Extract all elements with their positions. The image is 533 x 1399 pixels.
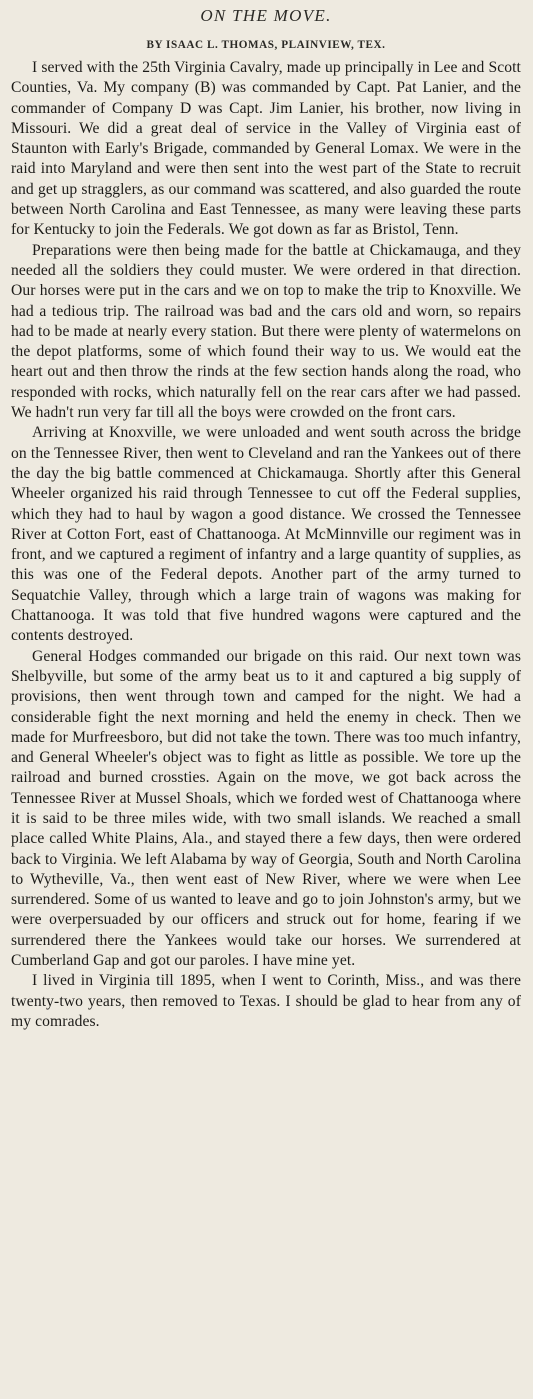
article-byline: BY ISAAC L. THOMAS, PLAINVIEW, TEX. — [146, 39, 386, 51]
article-paragraph-2: Preparations were then being made for the battle at Chickamauga, and they needed all the soldiers they could muster. We were ordered in that direction. Our horses were put in the cars and we on top to make the trip to Knoxville. We had a tedious trip. The railroad was bad and the cars old and worn, so repairs had to be made at nearly every station. But there were plenty of watermelons on the depot platforms, some of which found their way to us. We would eat the heart out and then throw the rinds at the few section hands along the road, who responded with rocks, which naturally fell on the rear cars after we had passed. We hadn't run very far till all the boys were crowded on the front cars. — [11, 241, 521, 422]
article-paragraph-5: I lived in Virginia till 1895, when I went to Corinth, Miss., and was there twenty-two years, then removed to Texas. I should be glad to hear from any of my comrades. — [11, 972, 521, 1030]
article-body — [11, 58, 521, 1032]
article-title: ON THE MOVE. — [200, 6, 332, 25]
article-paragraph-4: General Hodges commanded our brigade on this raid. Our next town was Shelbyville, but some of the army beat us to it and captured a big supply of provisions, then went through town and camped for the night. We had a considerable fight the next morning and held the enemy in check. Then we made for Murfreesboro, but did not take the town. There was too much infantry, and General Wheeler's object was to fight as little as possible. We tore up the railroad and burned crossties. Again on the move, we got back across the Tennessee River at Mussel Shoals, which we forded west of Chattanooga where it is said to be three miles wide, with two small islands. We reached a small place called White Plains, Ala., and stayed there a few days, then were ordered back to Virginia. We left Alabama by way of Georgia, South and North Carolina to Wytheville, Va., then went east of New River, where we were when Lee surrendered. Some of us wanted to leave and go to join Johnston's army, but we were overpersuaded by our officers and struck out for home, fearing if we surrendered there the Yankees would take our horses. We surrendered at Cumberland Gap and got our paroles. I have mine yet. — [11, 647, 521, 970]
article-paragraph-3: Arriving at Knoxville, we were unloaded and went south across the bridge on the Tennessee River, then went to Cleveland and ran the Yankees out of there the day the big battle commenced at Chickamauga. Shortly after this General Wheeler organized his raid through Tennessee to cut off the Federal supplies, which they had to haul by wagon a good distance. We crossed the Tennessee River at Cotton Fort, east of Chattanooga. At McMinnville our regiment was in front, and we captured a regiment of infantry and a large quantity of supplies, as this was one of the Federal depots. Another part of the army turned to Sequatchie Valley, through which a large train of wagons was making for Chattanooga. It was told that five hundred wagons were captured and the contents destroyed. — [11, 424, 521, 645]
article-paragraph-1: I served with the 25th Virginia Cavalry, made up principally in Lee and Scott Counties, Va. My company (B) was commanded by Capt. Pat Lanier, and the commander of Company D was Capt. Jim Lanier, his brother, now living in Missouri. We did a great deal of service in the Valley of Virginia east of Staunton with Early's Brigade, commanded by General Lomax. We were in the raid into Maryland and were then sent into the west part of the State to recruit and get up stragglers, as our command was scattered, and also guarded the route between North Carolina and East Tennessee, as many were leaving these parts for Kentucky to join the Federals. We got down as far as Bristol, Tenn. — [11, 59, 521, 239]
